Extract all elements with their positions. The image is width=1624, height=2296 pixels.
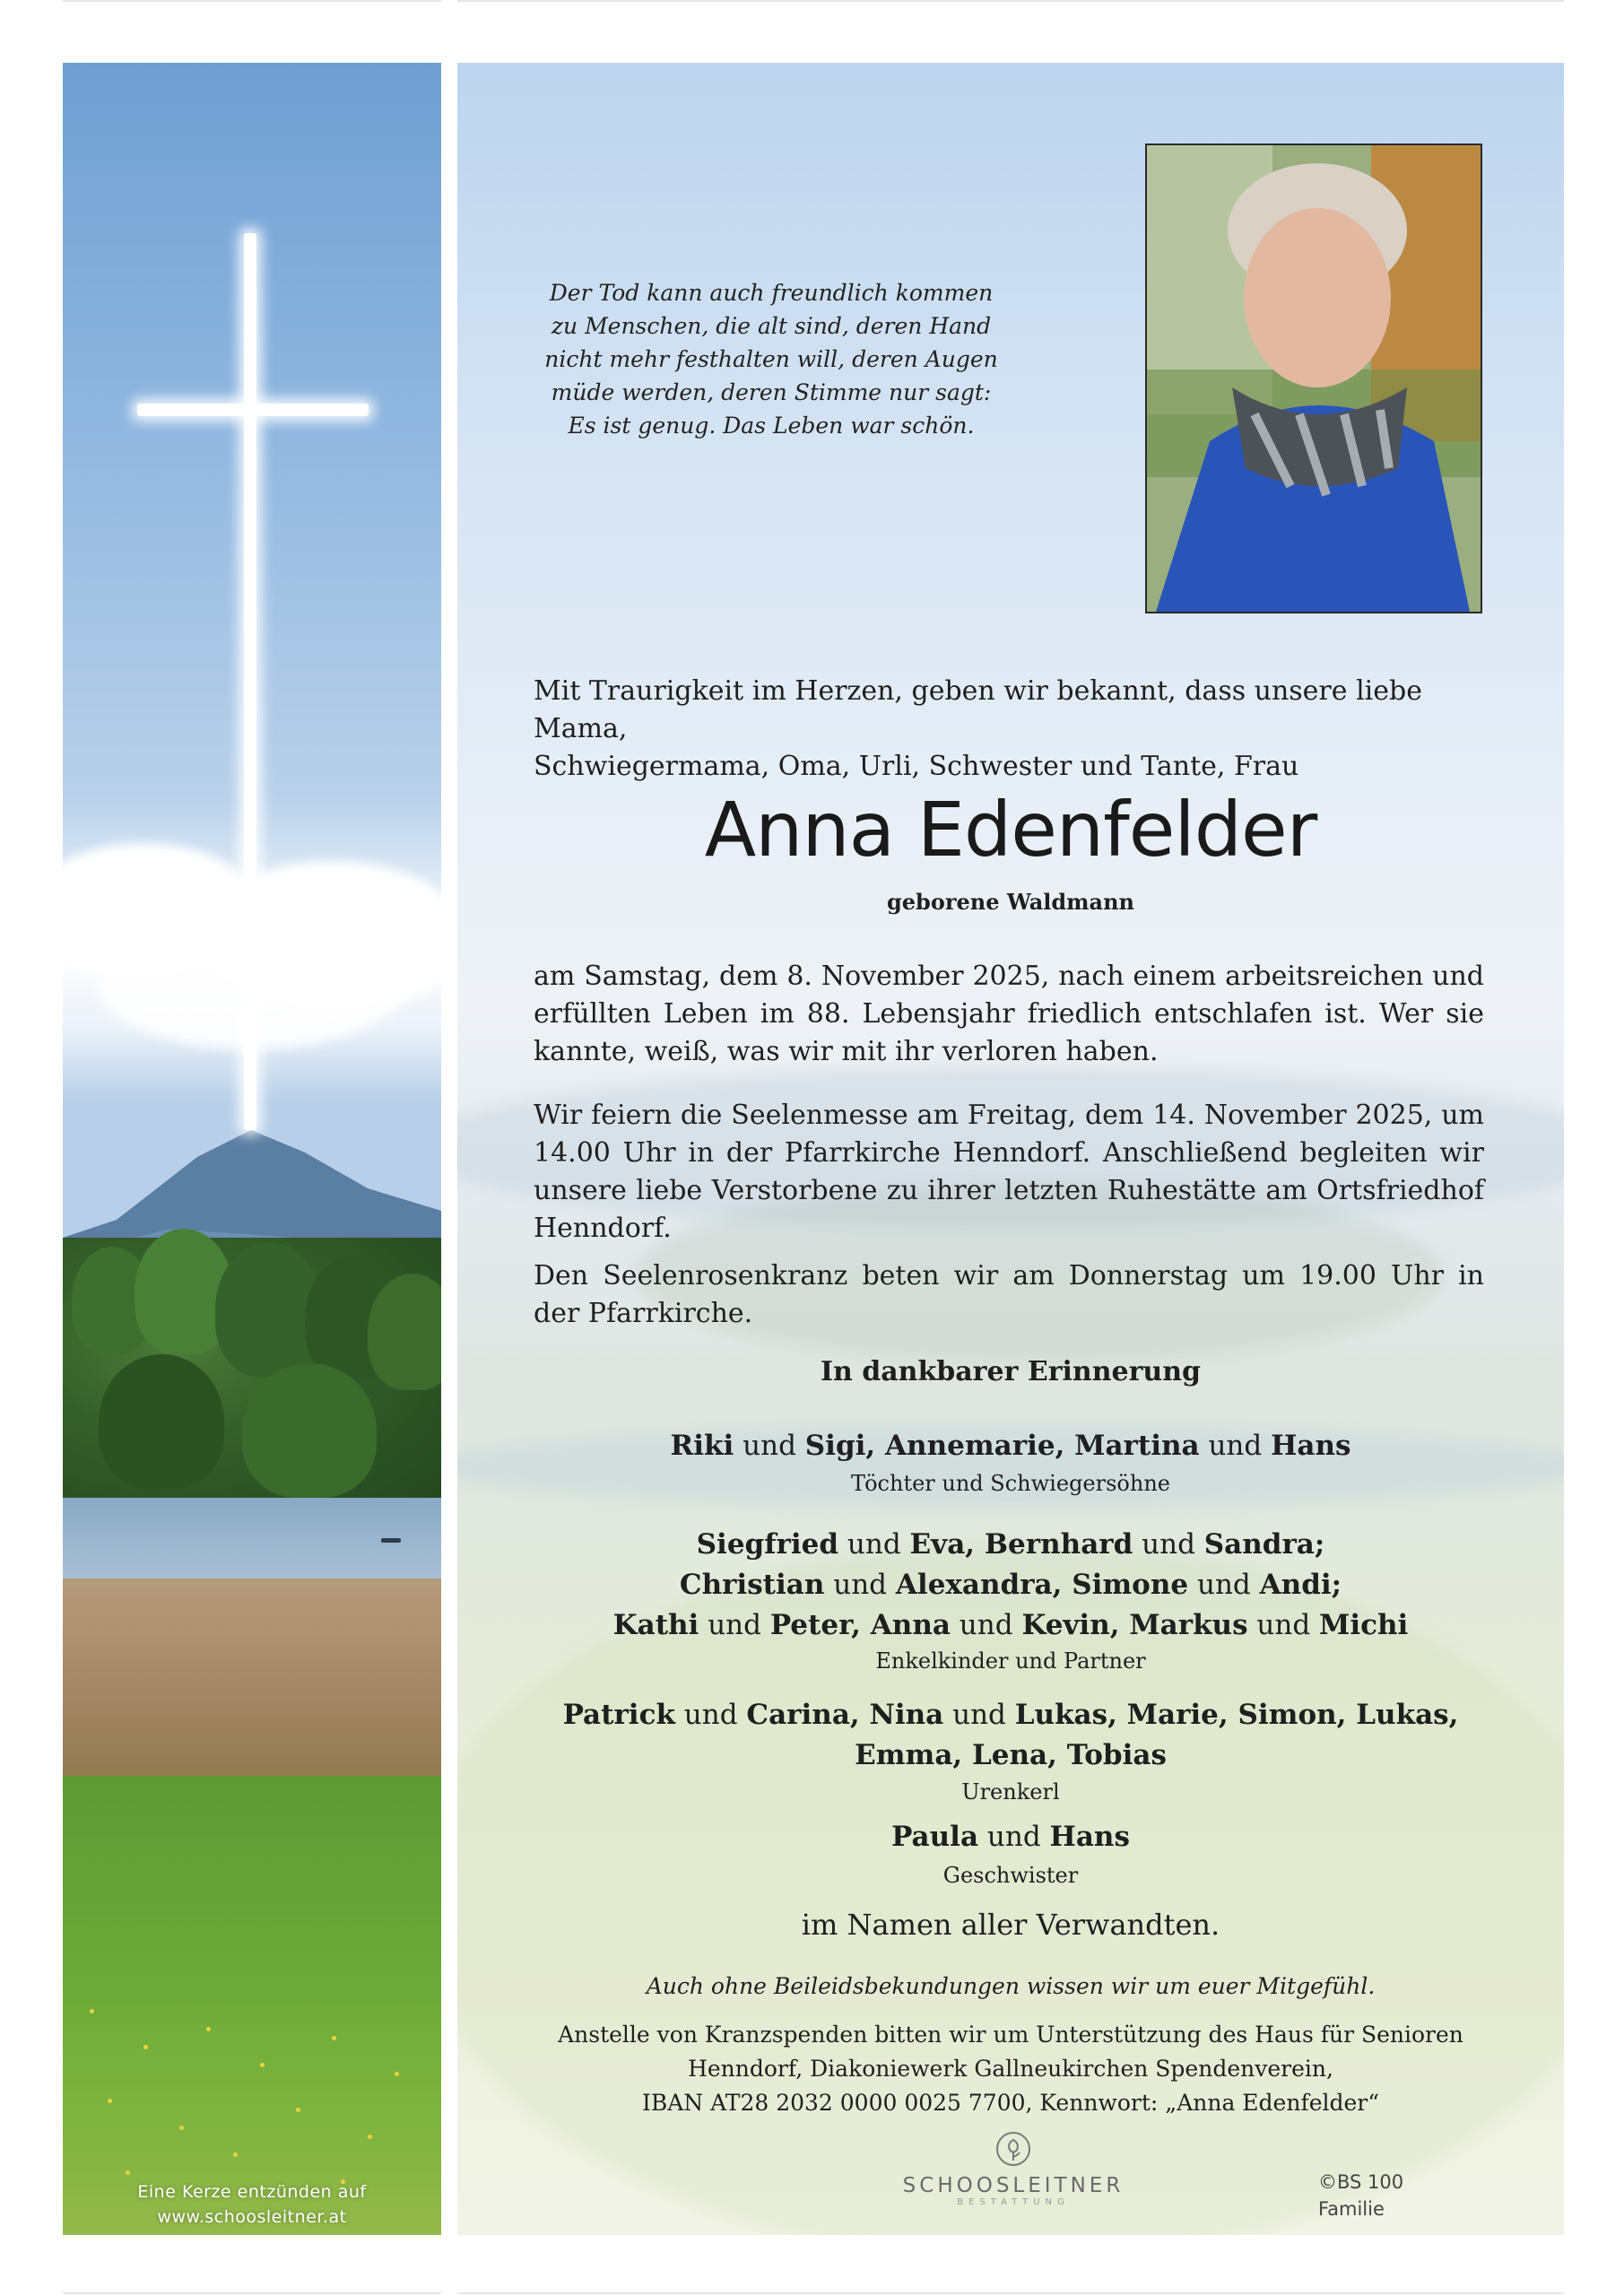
connector-word: und bbox=[943, 1699, 1015, 1731]
connector-word: und bbox=[838, 1528, 910, 1561]
mourner-names: Sandra; bbox=[1203, 1528, 1325, 1561]
top-edge-right bbox=[457, 0, 1564, 2]
mourner-group-siblings bbox=[457, 1817, 1564, 1857]
landscape-sidebar bbox=[63, 63, 441, 2235]
cross-icon bbox=[244, 233, 256, 1130]
meadow bbox=[63, 1776, 441, 2235]
connector-word: und bbox=[699, 1609, 770, 1641]
mourner-line bbox=[457, 1735, 1564, 1776]
mourner-names: Kathi bbox=[612, 1609, 699, 1641]
relation-label: Geschwister bbox=[942, 1863, 1079, 1888]
quote-line: Der Tod kann auch freundlich kommen bbox=[549, 280, 994, 306]
mourner-line bbox=[457, 1525, 1564, 1565]
quote bbox=[520, 276, 1022, 442]
intro-line-1: Mit Traurigkeit im Herzen, geben wir bekannt, dass unsere liebe Mama, bbox=[534, 675, 1422, 744]
deceased-name: Anna Edenfelder bbox=[704, 786, 1317, 874]
tree bbox=[99, 1354, 224, 1489]
mourner-line bbox=[457, 1817, 1564, 1857]
birth-name: geborene Waldmann bbox=[887, 889, 1134, 915]
mourner-line bbox=[457, 1605, 1564, 1646]
top-edge-left bbox=[63, 0, 441, 2]
code-line: Familie bbox=[1318, 2198, 1385, 2220]
donation-line: Anstelle von Kranzspenden bitten wir um Unterstützung des Haus für Senioren bbox=[558, 2022, 1463, 2048]
donation-line: Henndorf, Diakoniewerk Gallneukirchen Spendenverein, bbox=[688, 2056, 1333, 2082]
funeral-home-logo bbox=[879, 2131, 1148, 2207]
mourner-names: Hans bbox=[1271, 1430, 1351, 1462]
candle-url[interactable]: www.schoosleitner.at bbox=[157, 2207, 347, 2227]
connector-word: und bbox=[1188, 1569, 1260, 1601]
quote-line: Es ist genug. Das Leben war schön. bbox=[568, 413, 975, 439]
obituary-panel bbox=[457, 63, 1564, 2235]
funeral-paragraph: Wir feiern die Seelenmesse am Freitag, dem 14. November 2025, um 14.00 Uhr in der Pfarrkirche Henndorf. Anschließend begleiten wir unsere liebe Verstorbene zu ihrer letzten Ruhestätte am Ortsfriedhof Henndorf. bbox=[534, 1100, 1484, 1244]
forest bbox=[63, 1238, 441, 1507]
mourner-names: Michi bbox=[1319, 1609, 1409, 1641]
quote-line: zu Menschen, die alt sind, deren Hand bbox=[551, 313, 992, 339]
relation-label: Enkelkinder und Partner bbox=[875, 1648, 1146, 1674]
mourner-names: Kevin, Markus bbox=[1021, 1609, 1248, 1641]
memory-heading: In dankbarer Erinnerung bbox=[820, 1356, 1202, 1387]
closing-line: im Namen aller Verwandten. bbox=[801, 1908, 1220, 1942]
connector-word: und bbox=[1133, 1528, 1204, 1561]
candle-link[interactable] bbox=[63, 2179, 441, 2230]
intro-line-2: Schwiegermama, Oma, Urli, Schwester und Tante, Frau bbox=[534, 751, 1299, 782]
condolence-note: Auch ohne Beileidsbekundungen wissen wir um euer Mitgefühl. bbox=[646, 1973, 1376, 1999]
mourner-names: Christian bbox=[679, 1569, 825, 1601]
bottom-edge-right bbox=[457, 2292, 1564, 2294]
connector-word: und bbox=[1247, 1609, 1320, 1641]
connector-word: und bbox=[978, 1821, 1050, 1853]
flower-icon bbox=[395, 2072, 399, 2076]
mourner-names: Paula bbox=[891, 1821, 979, 1853]
cross-icon-beam bbox=[137, 404, 369, 416]
logo-wordmark: SCHOOSLEITNER bbox=[902, 2174, 1125, 2197]
document-code bbox=[1318, 2169, 1403, 2222]
donation-note bbox=[457, 2018, 1564, 2120]
mourner-line bbox=[457, 1565, 1564, 1605]
tree bbox=[242, 1363, 377, 1498]
mourner-names: Riki bbox=[670, 1430, 734, 1462]
flower-icon bbox=[126, 2170, 130, 2175]
connector-word: und bbox=[734, 1430, 805, 1462]
flower-icon bbox=[90, 2009, 94, 2013]
mourner-line bbox=[457, 1426, 1564, 1466]
boat-icon bbox=[381, 1538, 401, 1543]
connector-word: und bbox=[674, 1699, 747, 1731]
mourner-names: Alexandra, Simone bbox=[895, 1569, 1189, 1601]
connector-word: und bbox=[1199, 1430, 1272, 1462]
quote-line: nicht mehr festhalten will, deren Augen bbox=[544, 346, 998, 372]
mourner-names: Patrick bbox=[562, 1699, 675, 1731]
relation-label: Urenkerl bbox=[961, 1779, 1060, 1805]
code-line: ©BS 100 bbox=[1318, 2171, 1404, 2193]
rose-icon bbox=[995, 2131, 1031, 2170]
flower-icon bbox=[368, 2135, 372, 2139]
donation-line: IBAN AT28 2032 0000 0025 7700, Kennwort: „Anna Edenfelder“ bbox=[641, 2090, 1380, 2116]
bottom-edge-left bbox=[63, 2292, 441, 2294]
mourner-names: Siegfried bbox=[696, 1528, 839, 1561]
portrait-icon bbox=[1147, 145, 1481, 612]
flower-icon bbox=[108, 2099, 112, 2103]
portrait-photo bbox=[1145, 144, 1482, 613]
death-paragraph: am Samstag, dem 8. November 2025, nach einem arbeitsreichen und erfüllten Leben im 88. Lebensjahr friedlich entschlafen ist. Wer sie kannte, weiß, was wir mit ihr verloren haben. bbox=[534, 961, 1484, 1067]
rosary-paragraph: Den Seelenrosenkranz beten wir am Donnerstag um 19.00 Uhr in der Pfarrkirche. bbox=[534, 1260, 1484, 1329]
connector-word: und bbox=[950, 1609, 1022, 1641]
flower-icon bbox=[332, 2036, 336, 2040]
connector-word: und bbox=[824, 1569, 896, 1601]
mourner-names: Sigi, Annemarie, Martina bbox=[804, 1430, 1200, 1462]
mourner-names: Emma, Lena, Tobias bbox=[855, 1739, 1167, 1771]
mourner-names: Andi; bbox=[1259, 1569, 1342, 1601]
mourner-group-daughters bbox=[457, 1426, 1564, 1466]
intro-text bbox=[534, 673, 1484, 786]
flower-icon bbox=[143, 2045, 148, 2049]
mourner-names: Lukas, Marie, Simon, Lukas, bbox=[1014, 1699, 1459, 1731]
quote-line: müde werden, deren Stimme nur sagt: bbox=[551, 379, 992, 405]
mourner-names: Eva, Bernhard bbox=[909, 1528, 1133, 1561]
flower-icon bbox=[206, 2027, 211, 2031]
candle-line-1: Eine Kerze entzünden auf bbox=[137, 2182, 367, 2202]
mourner-group-grandchildren bbox=[457, 1525, 1564, 1646]
mourner-names: Carina, Nina bbox=[746, 1699, 944, 1731]
mourner-names: Hans bbox=[1049, 1821, 1130, 1853]
flower-icon bbox=[233, 2152, 238, 2157]
flower-icon bbox=[179, 2126, 184, 2130]
mourner-names: Peter, Anna bbox=[769, 1609, 951, 1641]
mourner-group-great-grandchildren bbox=[457, 1695, 1564, 1776]
flower-icon bbox=[260, 2063, 265, 2067]
flower-icon bbox=[296, 2108, 300, 2112]
relation-label: Töchter und Schwiegersöhne bbox=[851, 1471, 1170, 1496]
reed-field bbox=[63, 1578, 441, 1785]
mourner-line bbox=[457, 1695, 1564, 1735]
logo-subtitle: BESTATTUNG bbox=[957, 2197, 1070, 2207]
